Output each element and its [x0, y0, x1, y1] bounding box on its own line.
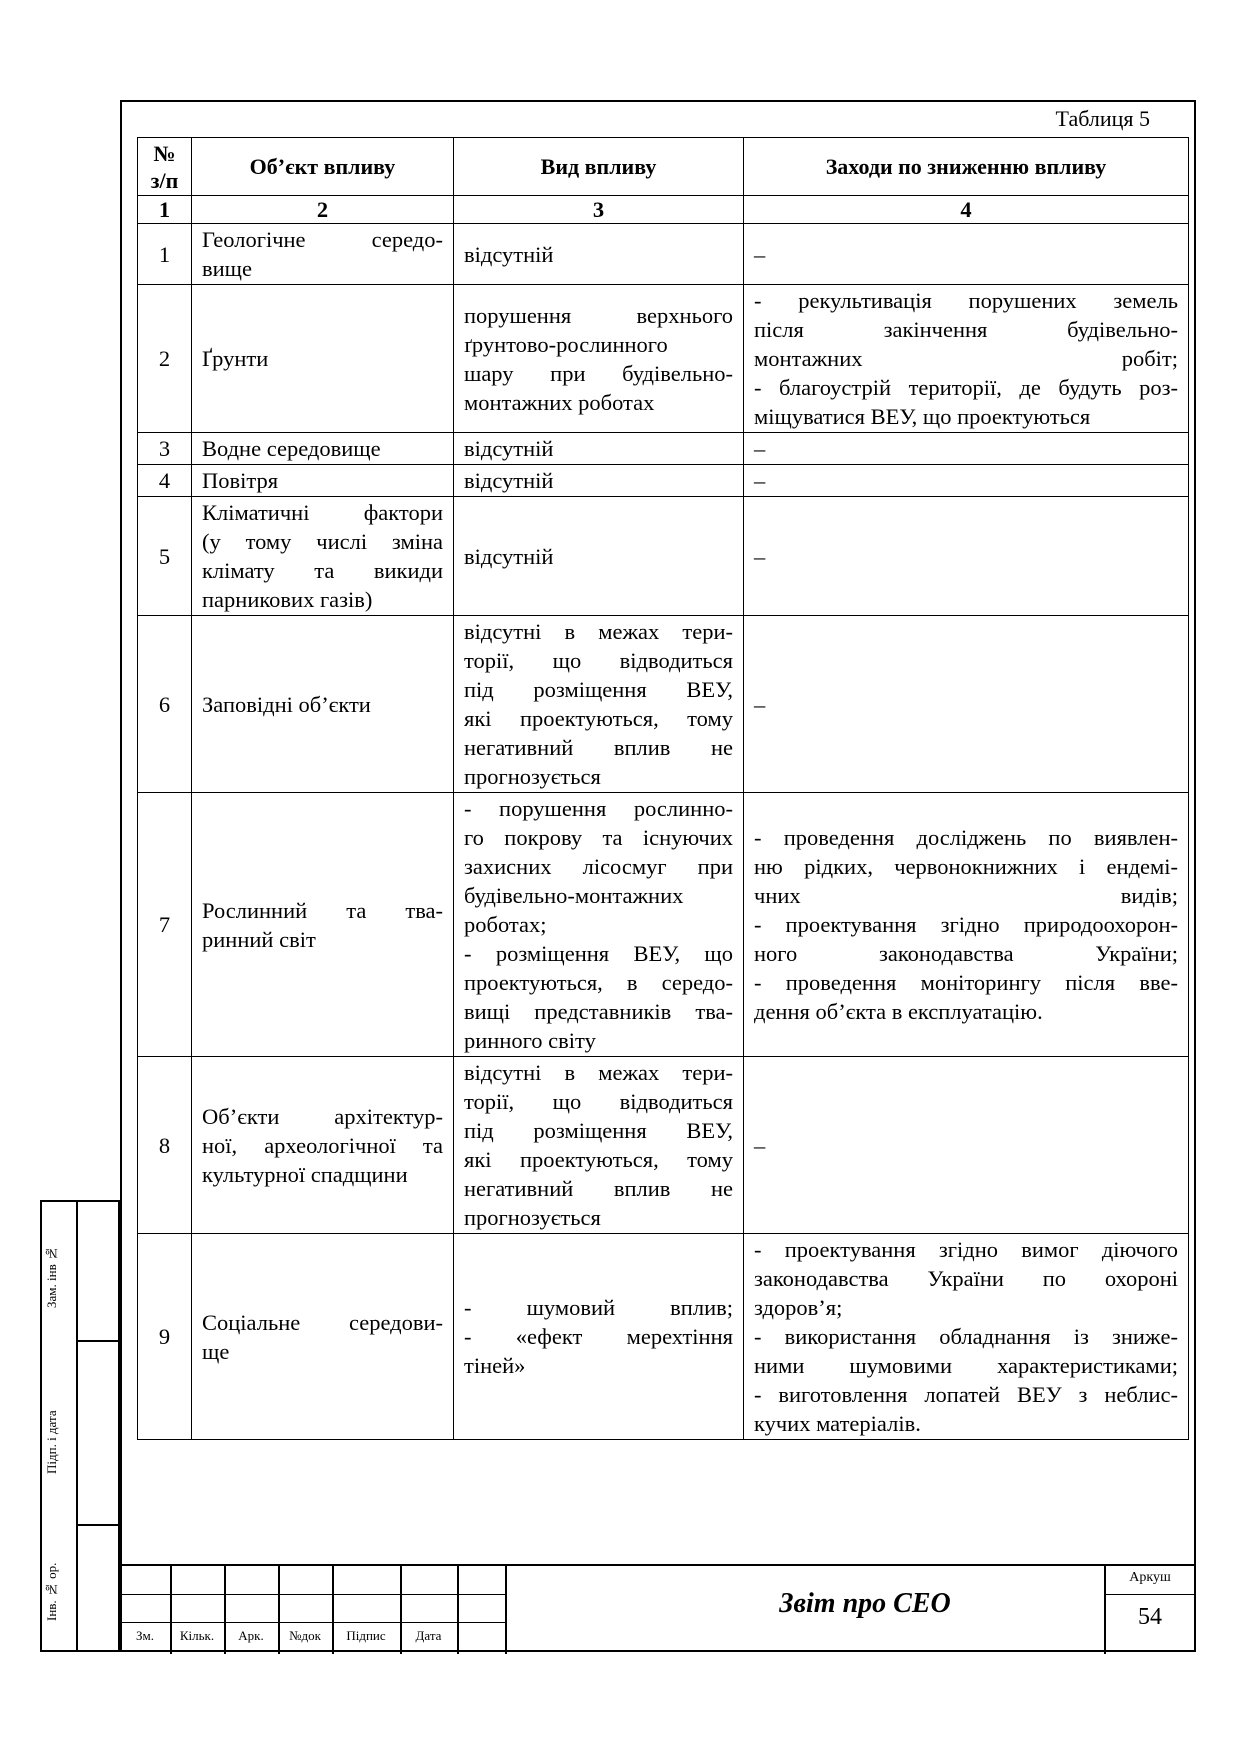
row-number: 4 — [138, 465, 192, 497]
mitigation-measures: – — [744, 224, 1189, 285]
impact-object: Об’єкти архітектур- ної, археологічної та культурної спадщини — [192, 1057, 454, 1234]
row-number: 2 — [138, 285, 192, 433]
table-caption: Таблиця 5 — [1055, 106, 1150, 131]
mitigation-measures: – — [744, 465, 1189, 497]
mitigation-measures: - проектування згідно вимог діючого законодавства України по охороні здоров’я; - використання обладнання із знижe- ними шумовими характеристиками; - виготовлення лопатей ВЕУ з неблис- кучих матеріалів. — [744, 1234, 1189, 1440]
header-measures: Заходи по зниженню впливу — [744, 138, 1189, 196]
row-number: 9 — [138, 1234, 192, 1440]
impact-object: Заповідні об’єкти — [192, 616, 454, 793]
table-row — [138, 433, 1189, 465]
header-impact: Вид впливу — [454, 138, 744, 196]
impact-object: Геологічне середо- вище — [192, 224, 454, 285]
inv-replace-label: Зам. інв № — [44, 1246, 59, 1308]
inv-orig-label: Інв. № ор. — [44, 1562, 59, 1622]
row-number: 1 — [138, 224, 192, 285]
tb-col-zm: Зм. — [136, 1628, 154, 1643]
document-title: Звіт про СЕО — [779, 1588, 951, 1619]
header-row — [138, 138, 1189, 196]
tb-col-ark: Арк. — [238, 1628, 264, 1643]
impact-type: відсутній — [454, 433, 744, 465]
table-row — [138, 1057, 1189, 1234]
sheet-number: 54 — [1138, 1604, 1162, 1630]
row-number: 8 — [138, 1057, 192, 1234]
header-num: № з/п — [138, 138, 192, 196]
table-row — [138, 224, 1189, 285]
table-row — [138, 616, 1189, 793]
title-block — [120, 1564, 1196, 1654]
mitigation-measures: – — [744, 1057, 1189, 1234]
tb-col-ndoc: №док — [289, 1628, 321, 1643]
mitigation-measures: – — [744, 616, 1189, 793]
impact-object: Кліматичні фактори (у тому числі зміна клімату та викиди парникових газів) — [192, 497, 454, 616]
impact-type: - порушення рослинно- го покрову та існуючих захисних лісосмуг при будівельно-монтажних роботах; - розміщення ВЕУ, що проектуються, в середо- вищі представників тва- ринного світу — [454, 793, 744, 1057]
colnum: 3 — [454, 196, 744, 224]
sign-date-label: Підп. і дата — [44, 1410, 59, 1474]
mitigation-measures: - рекультивація порушених земель після закінчення будівельно- монтажних робіт; - благоустрій території, де будуть роз- міщуватися ВЕУ, що проектуються — [744, 285, 1189, 433]
impact-type: відсутні в межах тери- торії, що відводиться під розміщення ВЕУ, які проектуються, тому негативний вплив не прогнозується — [454, 616, 744, 793]
row-number: 5 — [138, 497, 192, 616]
impact-type: відсутній — [454, 465, 744, 497]
impact-object: Повітря — [192, 465, 454, 497]
table-row — [138, 497, 1189, 616]
row-number: 6 — [138, 616, 192, 793]
impact-type: відсутній — [454, 224, 744, 285]
side-stamp — [40, 1200, 120, 1652]
impact-object: Рослинний та тва- ринний світ — [192, 793, 454, 1057]
tb-col-data: Дата — [415, 1628, 442, 1643]
row-number: 7 — [138, 793, 192, 1057]
table-row — [138, 793, 1189, 1057]
mitigation-measures: – — [744, 433, 1189, 465]
header-object: Об’єкт впливу — [192, 138, 454, 196]
sheet-label: Аркуш — [1129, 1570, 1171, 1585]
tb-col-pidpys: Підпис — [346, 1628, 386, 1643]
mitigation-measures: – — [744, 497, 1189, 616]
column-numbers-row — [138, 196, 1189, 224]
impact-type: порушення верхнього ґрунтово-рослинного шару при будівельно- монтажних роботах — [454, 285, 744, 433]
row-number: 3 — [138, 433, 192, 465]
table-row — [138, 1234, 1189, 1440]
impact-table — [137, 137, 1189, 1440]
tb-col-kilk: Кільк. — [179, 1628, 215, 1643]
impact-type: відсутні в межах тери- торії, що відводиться під розміщення ВЕУ, які проектуються, тому негативний вплив не прогнозується — [454, 1057, 744, 1234]
impact-type: відсутній — [454, 497, 744, 616]
impact-object: Водне середовище — [192, 433, 454, 465]
table-row — [138, 285, 1189, 433]
colnum: 4 — [744, 196, 1189, 224]
table-body — [138, 224, 1189, 1440]
colnum: 1 — [138, 196, 192, 224]
mitigation-measures: - проведення досліджень по виявлен- ню рідких, червонокнижних і ендемі- чних видів; - проектування згідно природоохорон- ного законодавства України; - проведення моніторингу після вве- дення об’єкта в експлуатацію. — [744, 793, 1189, 1057]
colnum: 2 — [192, 196, 454, 224]
impact-object: Ґрунти — [192, 285, 454, 433]
impact-type: - шумовий вплив; - «ефект мерехтіння тіней» — [454, 1234, 744, 1440]
table-row — [138, 465, 1189, 497]
impact-object: Соціальне середови- ще — [192, 1234, 454, 1440]
